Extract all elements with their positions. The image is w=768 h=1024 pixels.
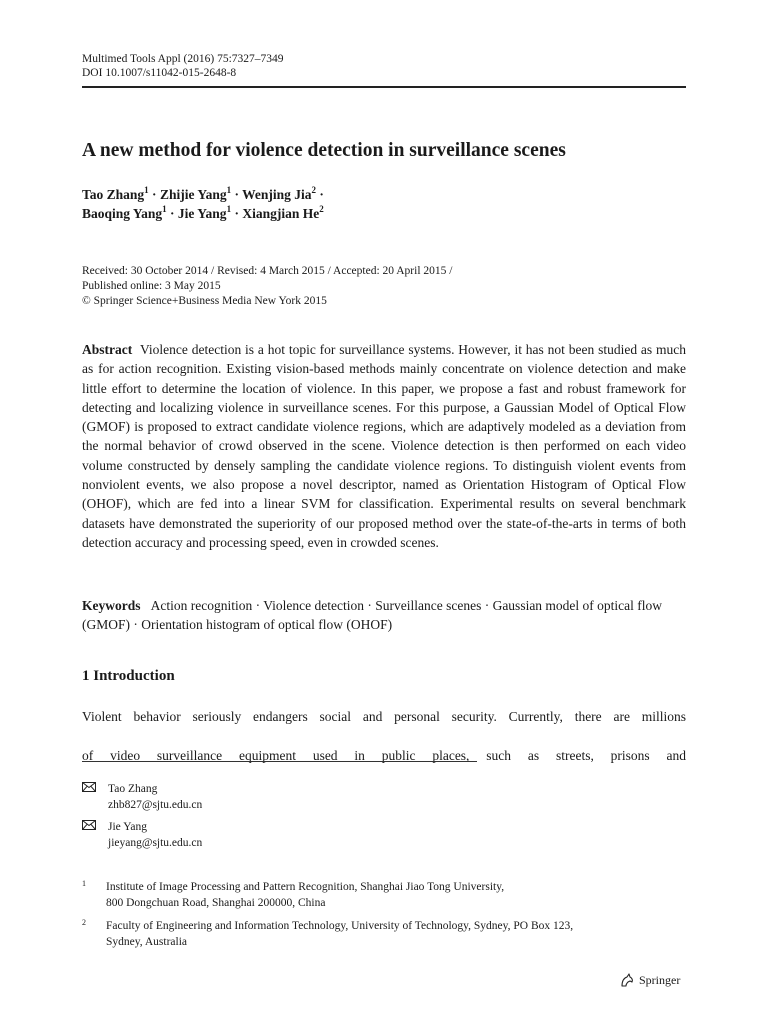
- springer-horse-icon: [619, 972, 635, 988]
- intro-line-1: Violent behavior seriously endangers social and personal security. Currently, there are millions: [82, 709, 686, 724]
- author-line-1: Tao Zhang$^1$ · Zhijie Yang$^1$ · Wenjing Jia$^2$ ·: [82, 185, 324, 202]
- keywords-text: Action recognition · Violence detection · Surveillance scenes · Gaussian model of optical flow (GMOF) · Orientation histogram of optical flow (OHOF): [82, 598, 663, 633]
- affiliation-line: Faculty of Engineering and Information Technology, University of Technology, Sydney, PO Box 123,: [106, 920, 574, 932]
- author-name: Xiangjian He: [242, 206, 320, 221]
- contact-name: Tao Zhang: [108, 783, 158, 795]
- author-name: Baoqing Yang: [82, 206, 163, 221]
- journal-doi: DOI 10.1007/s11042-015-2648-8: [82, 67, 237, 79]
- section-heading: 1 Introduction: [82, 668, 175, 684]
- affiliation-number: 1: [82, 879, 86, 888]
- author-list: [82, 185, 324, 223]
- keywords: [82, 596, 686, 635]
- published-online: Published online: 3 May 2015: [82, 280, 221, 292]
- intro-line-2: of video surveillance equipment used in public places, such as streets, prisons and: [82, 747, 686, 763]
- contact-author: [82, 819, 202, 851]
- author-affiliation-mark: 1: [144, 185, 149, 195]
- journal-header: [82, 52, 284, 80]
- abstract-label: Abstract: [82, 342, 133, 357]
- author-affiliation-mark: 2: [311, 185, 316, 195]
- contact-name: Jie Yang: [108, 821, 147, 833]
- publisher-logo: [619, 972, 680, 988]
- author-name: Tao Zhang: [82, 187, 145, 202]
- affiliation-number: 2: [82, 918, 86, 927]
- contact-email[interactable]: jieyang@sjtu.edu.cn: [108, 837, 203, 849]
- journal-citation: Multimed Tools Appl (2016) 75:7327–7349: [82, 53, 284, 65]
- author-affiliation-mark: 1: [162, 204, 167, 214]
- author-name: Wenjing Jia: [242, 187, 312, 202]
- author-name: Zhijie Yang: [159, 187, 227, 202]
- received-revised-accepted: Received: 30 October 2014 / Revised: 4 March 2015 / Accepted: 20 April 2015 /: [82, 265, 453, 277]
- envelope-icon: [82, 820, 96, 830]
- author-name: Jie Yang: [177, 206, 227, 221]
- author-affiliation-mark: 1: [226, 185, 232, 195]
- intro-paragraph: [82, 707, 686, 784]
- abstract-text: Violence detection is a hot topic for surveillance systems. However, it has not been studied as much as for action recognition. Existing vision-based methods mainly concentrate on violence detection and make little effort to determine the location of violence. In this paper, we propose a fast and robust framework for detecting and localizing violence in surveillance scenes. For this purpose, a Gaussian Model of Optical Flow (GMOF) is proposed to extract candidate violence regions, which are adaptively modeled as a deviation from the normal behavior of crowd observed in the scene. Violence detection is then performed on each video volume constructed by densely sampling the candidate violence regions. To distinguish violent events from nonviolent events, we also propose a novel descriptor, named as Orientation Histogram of Optical Flow (OHOF), which are fed into a linear SVM for classification. Experimental results on several benchmark datasets have demonstrated the superiority of our proposed method over the state-of-the-arts in terms of both detection accuracy and processing speed, even in crowded scenes.: [82, 342, 686, 550]
- keywords-label: Keywords: [82, 598, 141, 613]
- affiliation-line: Institute of Image Processing and Pattern Recognition, Shanghai Jiao Tong University,: [106, 881, 505, 893]
- publication-dates: [82, 264, 452, 309]
- footnote-rule: [82, 761, 477, 762]
- contact-author: [82, 781, 202, 813]
- contact-email[interactable]: zhb827@sjtu.edu.cn: [108, 799, 203, 811]
- affiliation: [82, 879, 692, 911]
- author-line-2: Baoqing Yang$^1$ · Jie Yang$^1$ · Xiangjian He$^2$: [82, 204, 324, 221]
- affiliation: [82, 918, 692, 950]
- paper-title: A new method for violence detection in surveillance scenes: [82, 140, 566, 161]
- publisher-name: Springer: [639, 972, 681, 987]
- abstract: [82, 340, 686, 552]
- copyright-line: © Springer Science+Business Media New York 2015: [82, 295, 327, 307]
- affiliation-line: 800 Dongchuan Road, Shanghai 200000, China: [106, 897, 326, 909]
- author-affiliation-mark: 2: [319, 204, 324, 214]
- affiliation-line: Sydney, Australia: [106, 936, 188, 948]
- envelope-icon: [82, 782, 96, 792]
- author-affiliation-mark: 1: [226, 204, 232, 214]
- header-rule: [82, 86, 686, 88]
